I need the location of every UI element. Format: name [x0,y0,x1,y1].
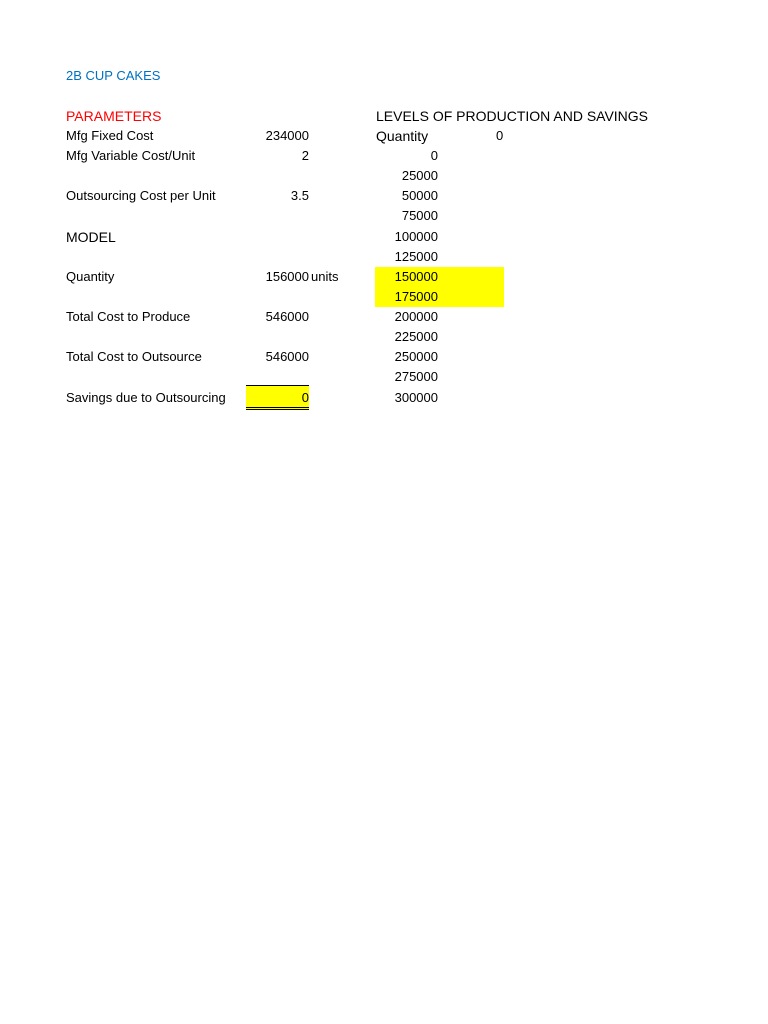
savings-value: 0 [301,390,309,405]
level-cell[interactable]: 200000 [394,309,438,324]
levels-quantity-header: Quantity [376,128,429,144]
level-cell[interactable]: 100000 [394,229,438,244]
level-cell[interactable]: 225000 [394,329,438,344]
model-heading: MODEL [66,229,116,245]
quantity-unit: units [311,269,339,284]
param-label-fixed-cost: Mfg Fixed Cost [66,128,154,143]
param-label-variable-cost: Mfg Variable Cost/Unit [66,148,196,163]
level-cell[interactable]: 300000 [394,390,438,405]
levels-heading: LEVELS OF PRODUCTION AND SAVINGS [376,108,649,124]
total-outsource-label: Total Cost to Outsource [66,349,202,364]
sheet-title: 2B CUP CAKES [66,68,161,83]
total-produce-label: Total Cost to Produce [66,309,191,324]
level-cell[interactable]: 75000 [401,208,438,223]
level-cell[interactable]: 0 [430,148,438,163]
levels-savings-header: 0 [496,128,504,143]
level-cell[interactable]: 25000 [401,168,438,183]
param-label-outsourcing-cost: Outsourcing Cost per Unit [66,188,216,203]
param-value-fixed-cost[interactable]: 234000 [265,128,309,143]
savings-label: Savings due to Outsourcing [66,390,226,405]
quantity-value[interactable]: 156000 [265,269,309,284]
quantity-label: Quantity [66,269,115,284]
level-cell[interactable]: 250000 [394,349,438,364]
level-cell[interactable]: 125000 [394,249,438,264]
param-value-outsourcing-cost[interactable]: 3.5 [290,188,309,203]
param-value-variable-cost[interactable]: 2 [301,148,309,163]
level-cell[interactable]: 275000 [394,369,438,384]
total-outsource-value[interactable]: 546000 [265,349,309,364]
parameters-heading: PARAMETERS [66,108,162,124]
level-cell-highlighted[interactable]: 175000 [394,289,438,304]
level-cell-highlighted[interactable]: 150000 [394,269,438,284]
total-produce-value[interactable]: 546000 [265,309,309,324]
level-cell[interactable]: 50000 [401,188,438,203]
